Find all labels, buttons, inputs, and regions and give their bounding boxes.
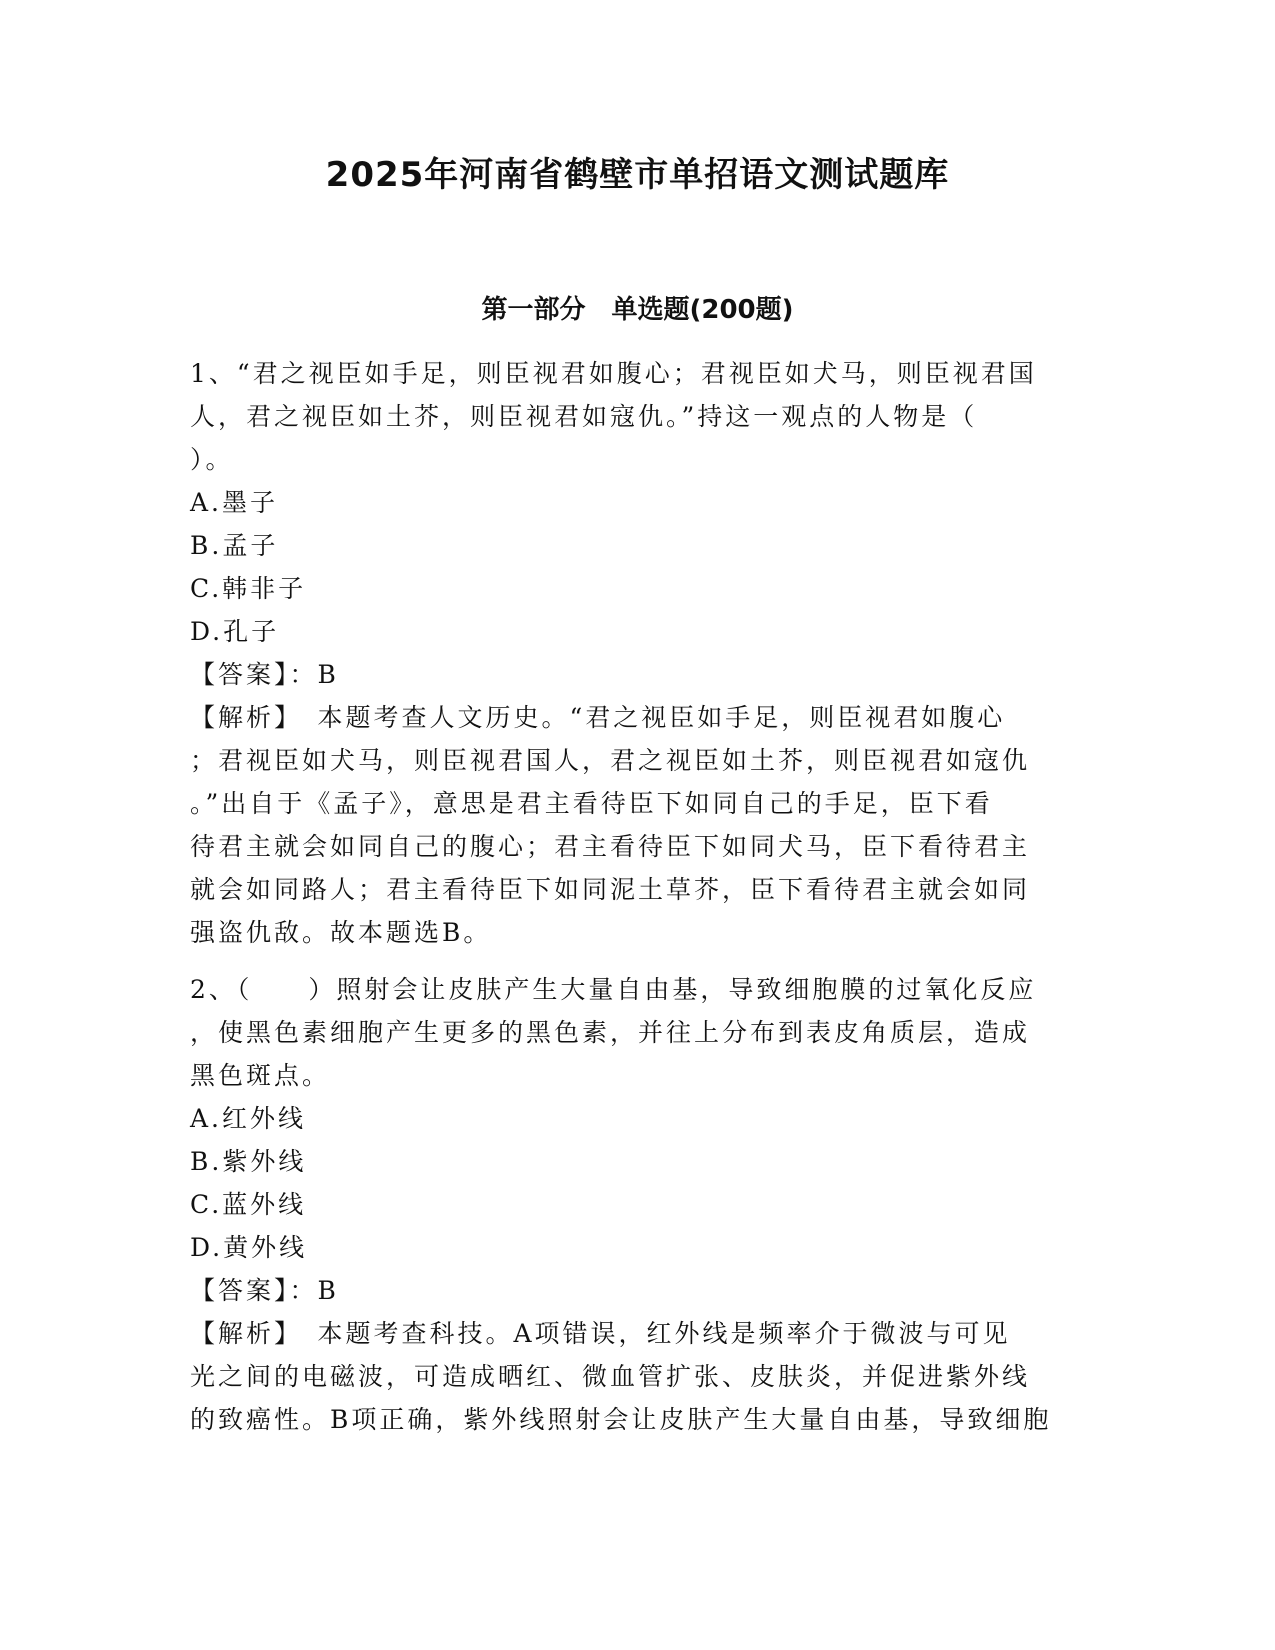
option-a: A.墨子 [190, 488, 279, 517]
analysis-line: 【解析】 本题考查科技。A项错误，红外线是频率介于微波与可见 [190, 1319, 1011, 1348]
analysis-line: 。”出自于《孟子》，意思是君主看待臣下如同自己的手足，臣下看 [190, 789, 993, 818]
document-title: 2025年河南省鹤壁市单招语文测试题库 [325, 155, 950, 195]
question-stem-line: 1、“君之视臣如手足，则臣视君如腹心；君视臣如犬马，则臣视君国 [190, 359, 1037, 388]
option-a: A.红外线 [190, 1104, 307, 1133]
question-2 [190, 968, 1090, 1441]
analysis-line: ；君视臣如犬马，则臣视君国人，君之视臣如土芥，则臣视君如寇仇 [190, 746, 1031, 775]
question-stem-line: ）。 [190, 445, 234, 474]
question-stem-line: ，使黑色素细胞产生更多的黑色素，并往上分布到表皮角质层，造成 [190, 1018, 1031, 1047]
option-d: D.黄外线 [190, 1233, 308, 1262]
option-b: B.紫外线 [190, 1147, 307, 1176]
analysis-line: 光之间的电磁波，可造成晒红、微血管扩张、皮肤炎，并促进紫外线 [190, 1362, 1031, 1391]
question-stem-line: 人，君之视臣如土芥，则臣视君如寇仇。”持这一观点的人物是（ [190, 402, 978, 431]
option-c: C.蓝外线 [190, 1190, 307, 1219]
question-1 [190, 352, 1090, 954]
analysis-line: 就会如同路人；君主看待臣下如同泥土草芥，臣下看待君主就会如同 [190, 875, 1031, 904]
analysis-line: 强盗仇敌。故本题选B。 [190, 918, 492, 947]
questions-container [190, 352, 1090, 1455]
option-d: D.孔子 [190, 617, 280, 646]
option-c: C.韩非子 [190, 574, 307, 603]
answer-line: 【答案】：B [190, 1276, 339, 1305]
analysis-line: 【解析】 本题考查人文历史。“君之视臣如手足，则臣视君如腹心 [190, 703, 1006, 732]
option-b: B.孟子 [190, 531, 279, 560]
answer-line: 【答案】：B [190, 660, 339, 689]
question-stem-line: 黑色斑点。 [190, 1061, 331, 1090]
analysis-line: 待君主就会如同自己的腹心；君主看待臣下如同犬马，臣下看待君主 [190, 832, 1031, 861]
question-stem-line: 2、（ ）照射会让皮肤产生大量自由基，导致细胞膜的过氧化反应 [190, 975, 1037, 1004]
analysis-line: 的致癌性。B项正确，紫外线照射会让皮肤产生大量自由基，导致细胞 [190, 1405, 1052, 1434]
section-title: 第一部分 单选题(200题) [481, 295, 794, 325]
